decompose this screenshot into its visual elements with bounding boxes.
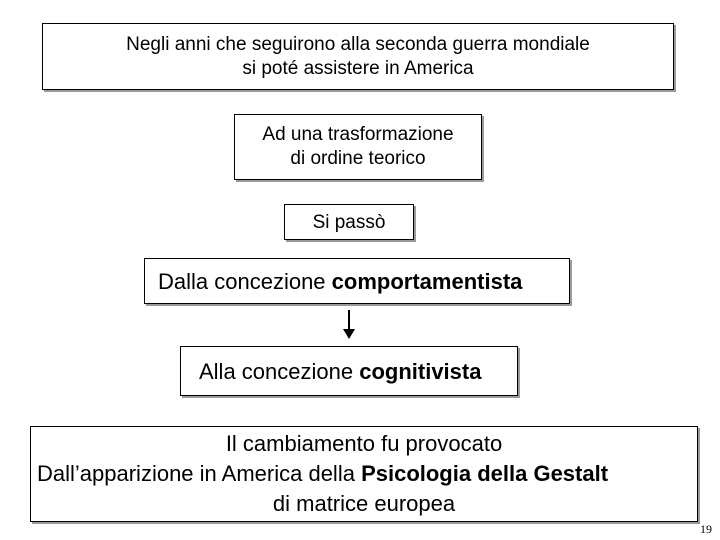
cause-box [30,426,698,522]
from-concept-bold: comportamentista [331,269,523,294]
transformation-line-1: Ad una trasformazione [262,124,454,145]
intro-box [42,23,674,90]
to-concept-text: Alla concezione [199,359,360,384]
step-text: Si passò [312,212,386,233]
transformation-line-2: di ordine teorico [290,148,426,169]
cause-line-2-bold: Psicologia della Gestalt [361,461,609,486]
step-box [284,204,414,240]
cause-line-2 [37,459,608,489]
cause-line-1: Il cambiamento fu provocato [225,431,503,456]
to-concept-box [180,346,518,396]
page-number: 19 [700,522,712,536]
cause-line-2-text: Dall’apparizione in America della [37,461,362,486]
intro-line-2: si poté assistere in America [242,58,474,79]
intro-line-1: Negli anni che seguirono alla seconda guerra mondiale [126,34,590,55]
cause-line-3: di matrice europea [272,491,456,516]
down-arrow-icon [339,310,359,340]
to-concept-bold: cognitivista [359,359,482,384]
from-concept-box [144,258,570,304]
transformation-box [234,114,482,180]
from-concept-text: Dalla concezione [158,269,332,294]
